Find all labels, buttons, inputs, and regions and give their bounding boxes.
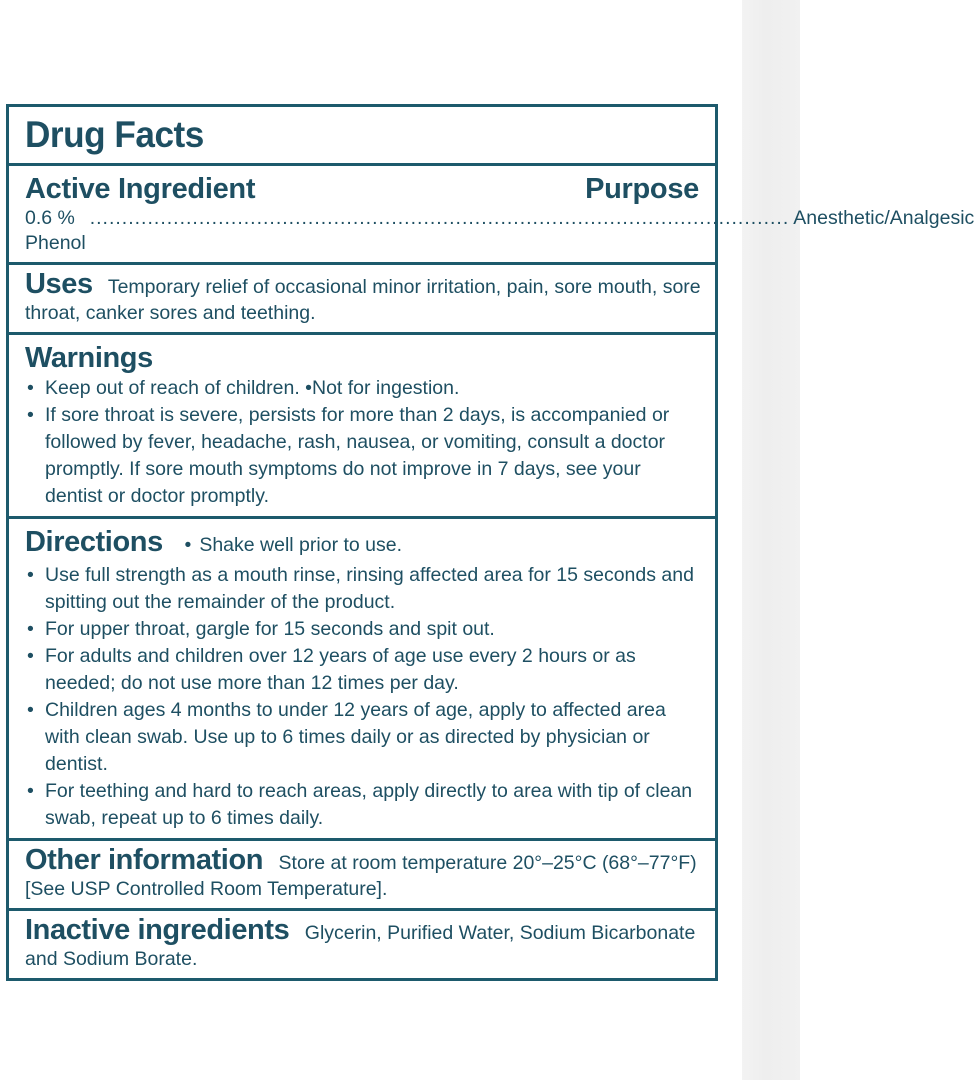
warning-text: Keep out of reach of children. — [45, 377, 300, 399]
list-item: • Use full strength as a mouth rinse, rinsing affected area for 15 seconds and spitting out the remainder of the product. — [25, 562, 703, 616]
uses-text: Temporary relief of occasional minor irritation, pain, sore mouth, sore throat, canker sores and teething. — [25, 276, 701, 324]
warnings-section — [9, 332, 715, 516]
list-item: • For upper throat, gargle for 15 seconds and spit out. — [25, 616, 703, 643]
list-item: • For adults and children over 12 years of age use every 2 hours or as needed; do not use more than 12 times per day. — [25, 643, 703, 697]
other-information-section — [9, 838, 715, 908]
ingredient-row — [25, 206, 974, 262]
inactive-ingredients-text: Glycerin, Purified Water, Sodium Bicarbonate and Sodium Borate. — [25, 922, 696, 970]
warnings-list — [25, 375, 715, 516]
warnings-heading: Warnings — [25, 342, 153, 374]
directions-first-text: Shake well prior to use. — [199, 534, 403, 556]
bullet-separator — [300, 377, 312, 399]
other-information-text: Store at room temperature 20°–25°C (68°–77°F) [See USP Controlled Room Temperature]. — [25, 852, 697, 900]
drug-facts-title: Drug Facts — [25, 114, 204, 155]
directions-heading: Directions — [25, 526, 163, 558]
warning-text: Not for ingestion. — [312, 377, 460, 399]
ingredient-name: 0.6 % Phenol — [25, 207, 86, 254]
directions-first-item — [185, 534, 403, 556]
list-item — [25, 375, 703, 402]
directions-list — [25, 562, 715, 838]
leader-dots: ............................................................................................................. — [89, 207, 790, 229]
active-ingredient-section — [9, 163, 974, 262]
purpose-heading: Purpose — [585, 173, 699, 205]
uses-heading: Uses — [25, 268, 93, 300]
directions-section — [9, 516, 715, 838]
page-edge-shadow — [742, 0, 800, 1080]
active-ingredient-heading: Active Ingredient — [25, 173, 256, 205]
ingredient-purpose: Anesthetic/Analgesic — [793, 207, 974, 229]
title-section — [9, 107, 715, 163]
list-item: • Children ages 4 months to under 12 years of age, apply to affected area with clean swab. Use up to 6 times daily or as directed by physician or dentist. — [25, 697, 703, 778]
list-item: • For teething and hard to reach areas, apply directly to area with tip of clean swab, repeat up to 6 times daily. — [25, 778, 703, 832]
inactive-ingredients-section — [9, 908, 715, 978]
active-header-row — [25, 166, 715, 206]
drug-facts-label — [6, 104, 974, 981]
other-information-heading: Other information — [25, 844, 264, 876]
uses-section — [9, 262, 715, 332]
list-item: • If sore throat is severe, persists for more than 2 days, is accompanied or followed by fever, headache, rash, nausea, or vomiting, consult a doctor promptly. If sore mouth symptoms do not improve in 7 days, see your dentist or doctor promptly. — [25, 402, 703, 510]
inactive-ingredients-heading: Inactive ingredients — [25, 914, 290, 946]
directions-header-line — [25, 519, 715, 562]
